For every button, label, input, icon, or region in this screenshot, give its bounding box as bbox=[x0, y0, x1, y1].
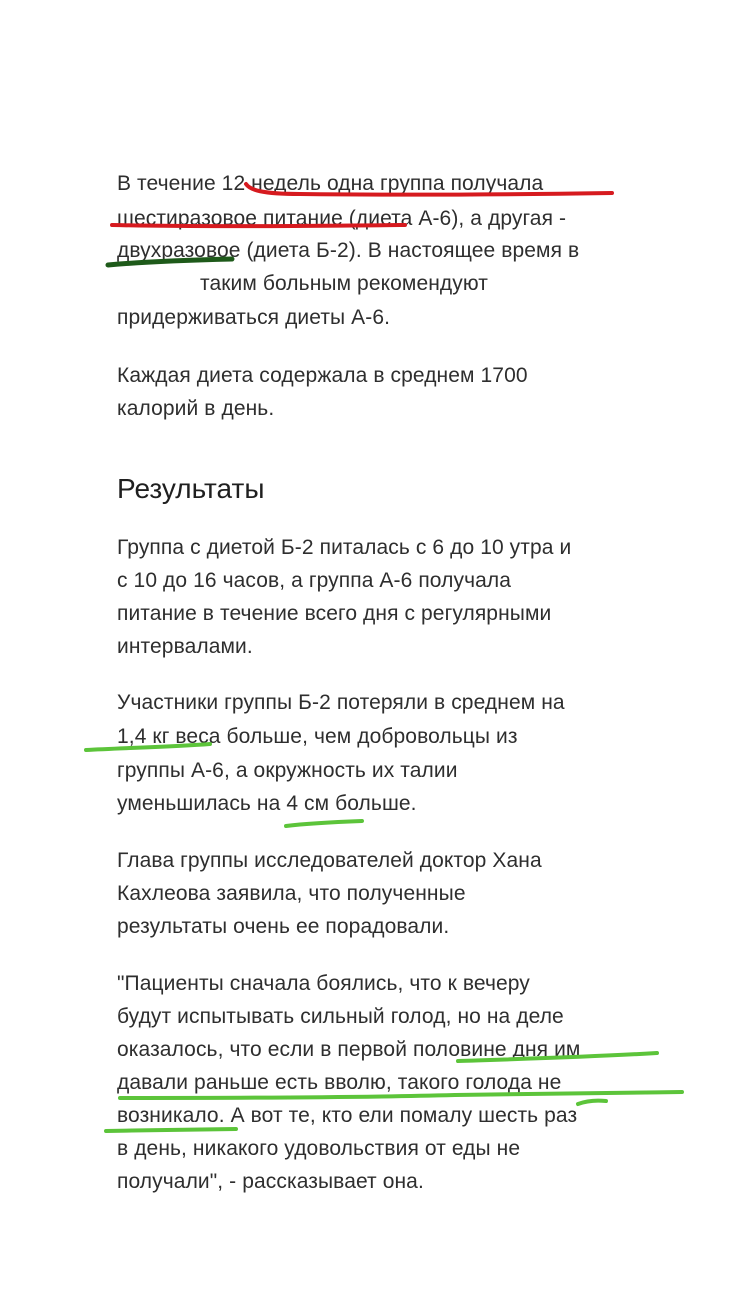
paragraph-6-line-4: давали раньше есть вволю, такого голода не bbox=[117, 1071, 562, 1094]
paragraph-1-line-3: двухразовое (диета Б-2). В настоящее время в bbox=[117, 239, 580, 262]
paragraph-1-line-1: В течение 12 недель одна группа получала bbox=[117, 172, 544, 195]
paragraph-3-line-3: питание в течение всего дня с регулярными bbox=[117, 602, 552, 625]
paragraph-6-line-7: получали", - рассказывает она. bbox=[117, 1170, 424, 1193]
paragraph-5-line-3: результаты очень ее порадовали. bbox=[117, 915, 450, 938]
paragraph-3-line-2: с 10 до 16 часов, а группа А-6 получала bbox=[117, 569, 512, 592]
paragraph-4-line-4: уменьшилась на 4 см больше. bbox=[117, 792, 417, 815]
paragraph-4-line-1: Участники группы Б-2 потеряли в среднем на bbox=[117, 691, 565, 714]
paragraph-2-line-2: калорий в день. bbox=[117, 397, 275, 420]
paragraph-3-line-1: Группа с диетой Б-2 питалась с 6 до 10 утра и bbox=[117, 536, 572, 559]
paragraph-3-line-4: интервалами. bbox=[117, 635, 253, 658]
section-heading: Результаты bbox=[117, 473, 265, 504]
paragraph-2-line-1: Каждая диета содержала в среднем 1700 bbox=[117, 364, 528, 387]
paragraph-6-line-3: оказалось, что если в первой половине дня им bbox=[117, 1038, 581, 1061]
paragraph-1-line-2: шестиразовое питание (диета А-6), а другая - bbox=[117, 207, 567, 230]
paragraph-1-line-5: придерживаться диеты А-6. bbox=[117, 306, 391, 329]
paragraph-4-line-3: группы А-6, а окружность их талии bbox=[117, 759, 458, 782]
paragraph-6-line-1: "Пациенты сначала боялись, что к вечеру bbox=[117, 972, 530, 995]
paragraph-6-line-5: возникало. А вот те, кто ели помалу шесть раз bbox=[117, 1104, 578, 1127]
paragraph-6-line-6: в день, никакого удовольствия от еды не bbox=[117, 1137, 521, 1160]
paragraph-5-line-2: Кахлеова заявила, что полученные bbox=[117, 882, 466, 905]
paragraph-5-line-1: Глава группы исследователей доктор Хана bbox=[117, 849, 542, 872]
paragraph-4-line-2: 1,4 кг веса больше, чем добровольцы из bbox=[117, 725, 518, 748]
paragraph-1-line-4: таким больным рекомендуют bbox=[200, 272, 488, 295]
paragraph-6-line-2: будут испытывать сильный голод, но на деле bbox=[117, 1005, 564, 1028]
